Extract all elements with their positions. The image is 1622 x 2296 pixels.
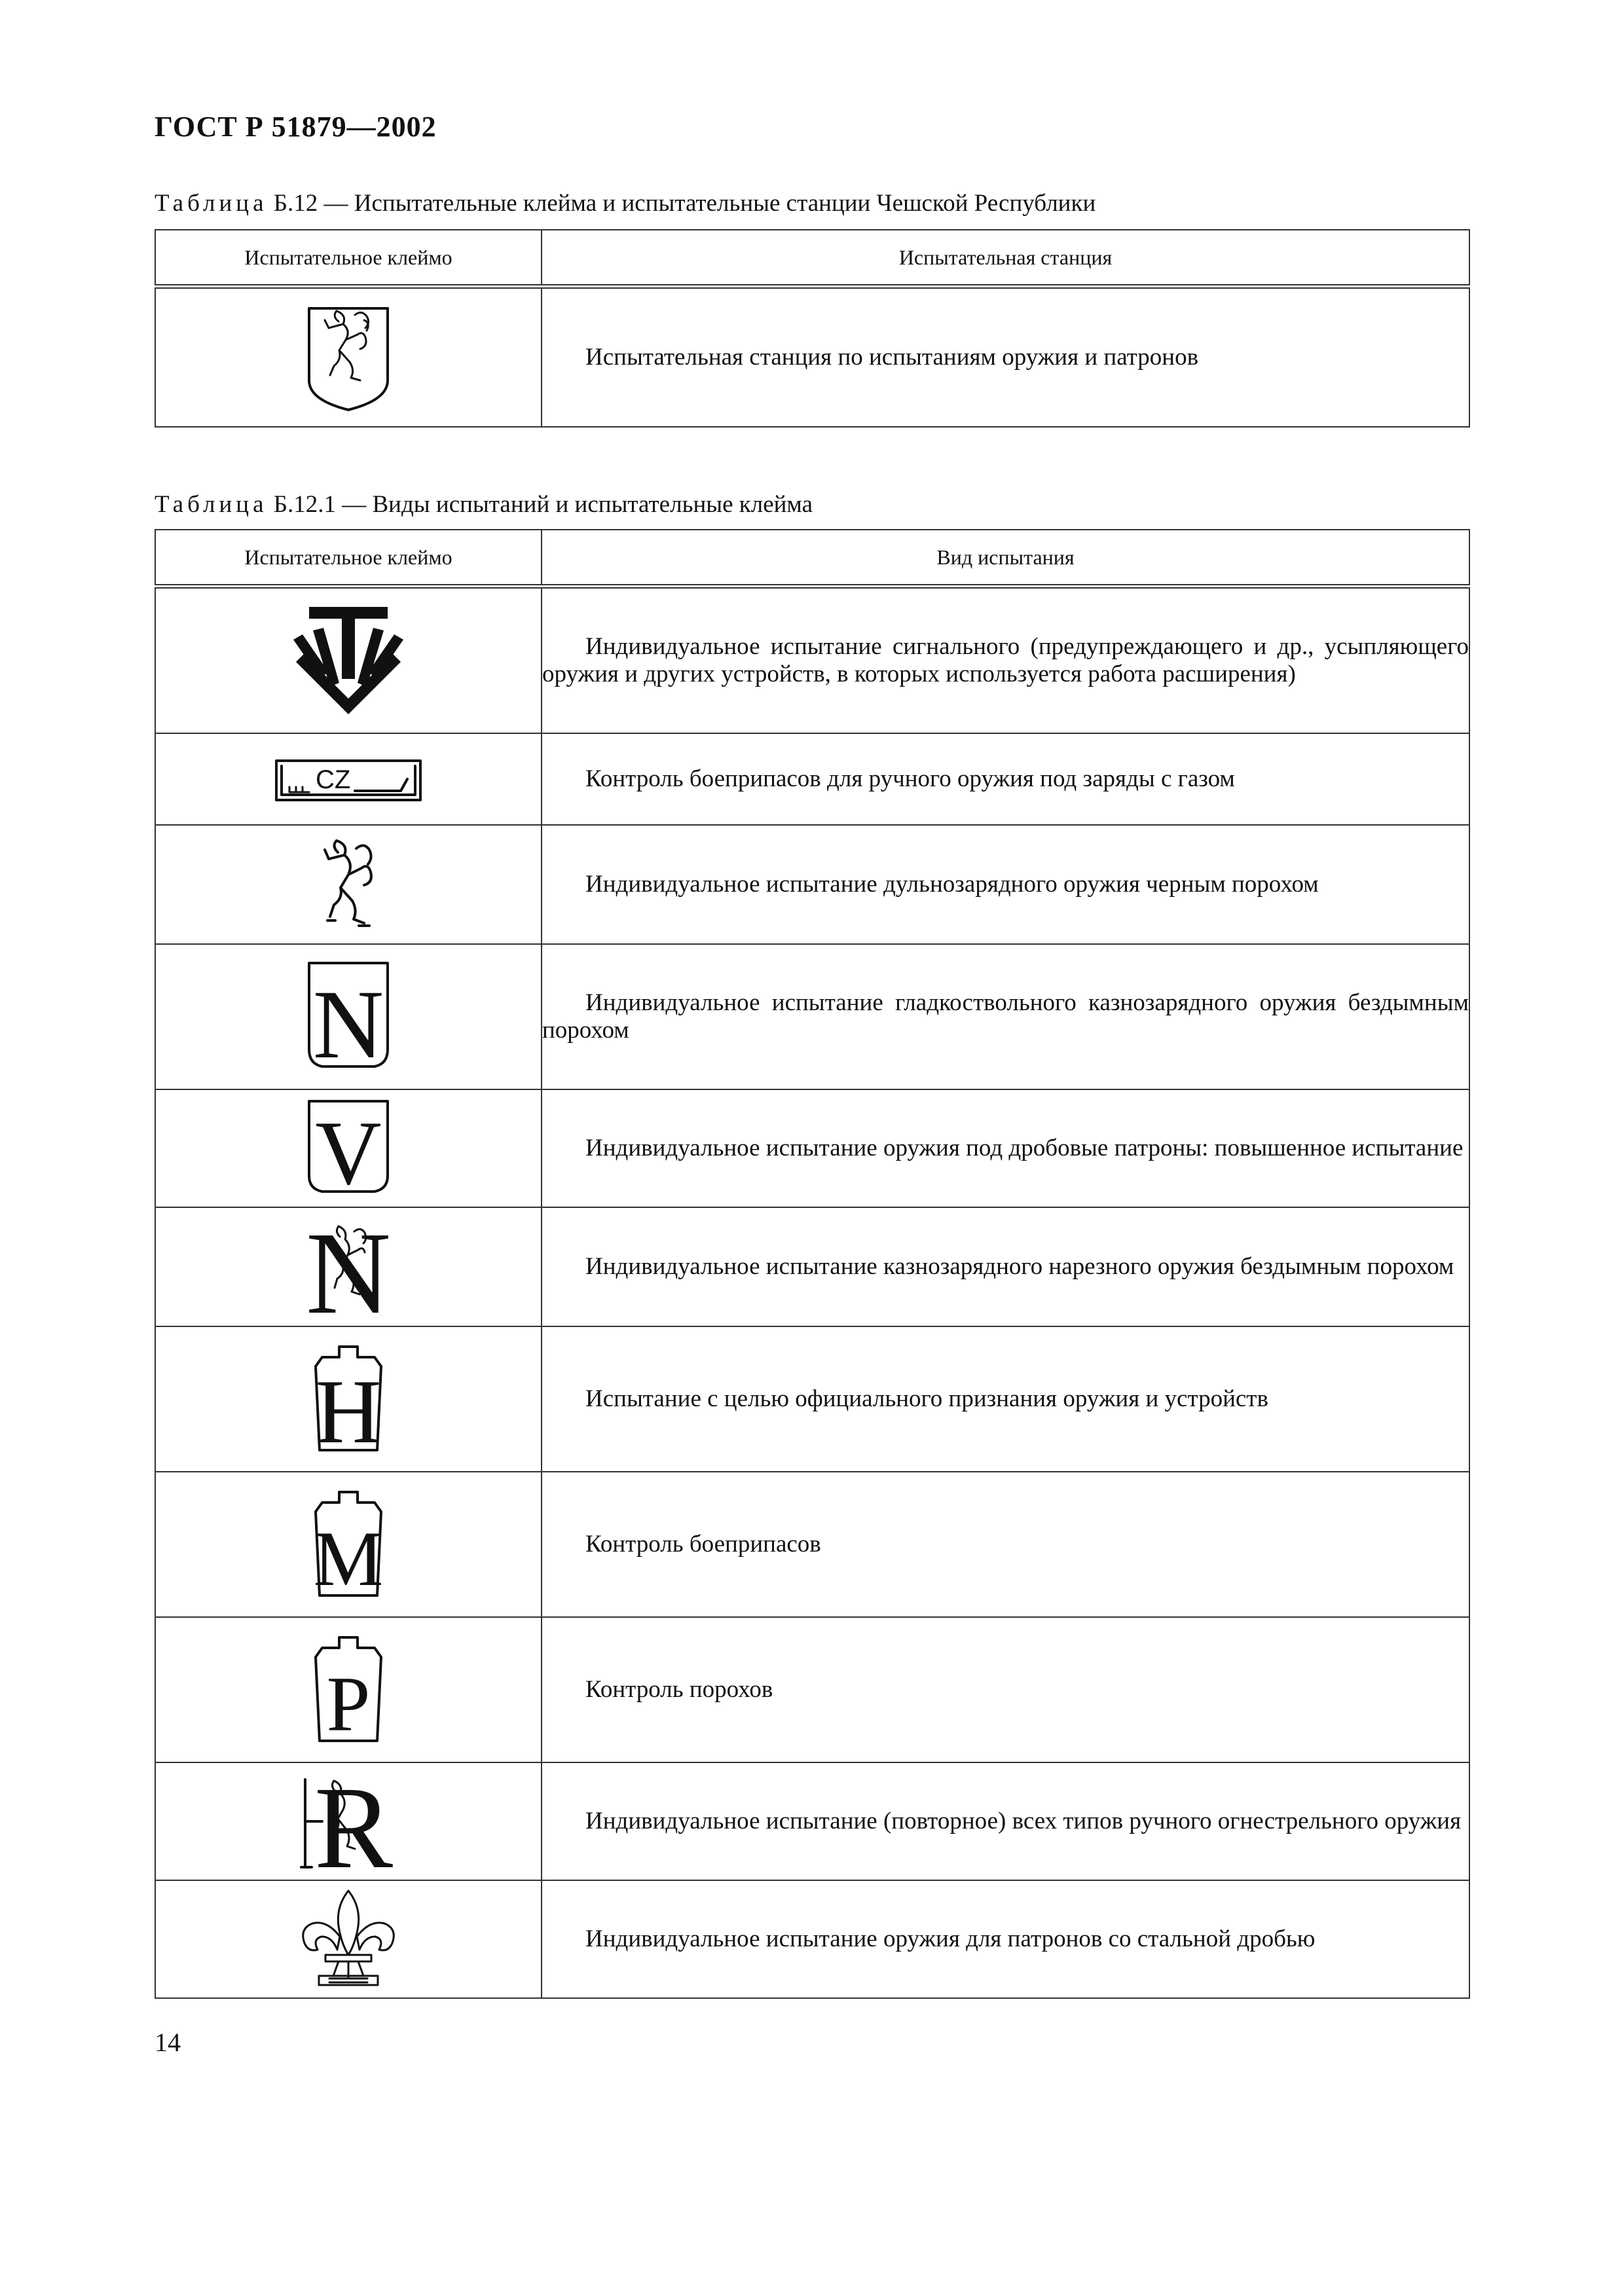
fleur-de-lis-mark-icon (293, 1887, 404, 1992)
mark-cell (155, 1880, 542, 1998)
test-description: Индивидуальное испытание (повторное) всех типов ручного огнестрельного оружия (542, 1762, 1469, 1880)
mark-cell (155, 944, 542, 1089)
table-row (155, 944, 1469, 1089)
mark-text: V (315, 1102, 382, 1201)
lion-shield-mark-icon (303, 302, 394, 413)
test-description: Контроль боеприпасов для ручного оружия под заряды с газом (542, 733, 1469, 825)
table2-caption-prefix: Таблица (155, 491, 268, 518)
test-description: Испытание с целью официального признания оружия и устройств (542, 1326, 1469, 1472)
station-description: Испытательная станция по испытаниям оружия и патронов (542, 287, 1469, 427)
table-header-row (155, 530, 1469, 587)
mark-cell (155, 287, 542, 427)
table1-caption-prefix: Таблица (155, 190, 268, 217)
table-row (155, 287, 1469, 427)
column-header-mark: Испытательное клеймо (155, 230, 542, 287)
h-shield-mark-icon (309, 1340, 388, 1458)
p-shield-mark-icon (309, 1631, 388, 1749)
table-row (155, 1617, 1469, 1762)
mark-cell (155, 1617, 542, 1762)
table-row (155, 1089, 1469, 1207)
table1-caption-text: Б.12 — Испытательные клейма и испытательные станции Чешской Республики (273, 190, 1096, 217)
table1-caption (155, 191, 1096, 215)
arrow-rays-mark-icon (289, 602, 407, 720)
mark-cell (155, 587, 542, 733)
table2-caption-text: Б.12.1 — Виды испытаний и испытательные клейма (273, 491, 813, 518)
table-row (155, 1880, 1469, 1998)
mark-cell (155, 733, 542, 825)
document-header: ГОСТ Р 51879—2002 (155, 111, 437, 143)
test-description: Индивидуальное испытание сигнального (предупреждающего и др., усыпляющего оружия и других устройств, в которых используется работа расширения) (542, 587, 1469, 733)
mark-text: H (315, 1360, 382, 1458)
test-description: Индивидуальное испытание казнозарядного нарезного оружия бездымным порохом (542, 1207, 1469, 1326)
test-description: Контроль боеприпасов (542, 1472, 1469, 1617)
mark-cell (155, 1326, 542, 1472)
lion-r-mark-icon (296, 1769, 401, 1874)
table-row (155, 1762, 1469, 1880)
mark-text: R (314, 1768, 394, 1874)
table-row (155, 1472, 1469, 1617)
table-b12-1 (155, 529, 1470, 1999)
mark-text: N (306, 1214, 391, 1319)
test-description: Индивидуальное испытание оружия под дробовые патроны: повышенное испытание (542, 1089, 1469, 1207)
table-b12 (155, 229, 1470, 428)
page-number: 14 (155, 2028, 181, 2057)
cz-gas-mark-icon (270, 753, 427, 805)
column-header-test-type: Вид испытания (542, 530, 1469, 587)
mark-text: CZ (316, 765, 351, 794)
table-row (155, 825, 1469, 944)
test-description: Индивидуальное испытание гладкоствольного казнозарядного оружия бездымным порохом (542, 944, 1469, 1089)
mark-text: N (312, 970, 384, 1076)
m-shield-mark-icon (309, 1485, 388, 1603)
mark-cell (155, 1089, 542, 1207)
mark-text: P (326, 1660, 371, 1747)
column-header-station: Испытательная станция (542, 230, 1469, 287)
table-row (155, 1326, 1469, 1472)
table2-caption (155, 492, 813, 517)
mark-text: M (313, 1514, 384, 1602)
mark-cell (155, 1762, 542, 1880)
table-header-row (155, 230, 1469, 287)
n-shield-mark-icon (303, 958, 394, 1076)
table-row (155, 1207, 1469, 1326)
mark-cell (155, 825, 542, 944)
table-row (155, 587, 1469, 733)
lion-mark-icon (316, 835, 381, 934)
mark-cell (155, 1207, 542, 1326)
test-description: Индивидуальное испытание дульнозарядного оружия черным порохом (542, 825, 1469, 944)
table-row (155, 733, 1469, 825)
lion-n-mark-icon (299, 1214, 397, 1319)
test-description: Индивидуальное испытание оружия для патронов со стальной дробью (542, 1880, 1469, 1998)
mark-cell (155, 1472, 542, 1617)
v-shield-mark-icon (303, 1096, 394, 1201)
test-description: Контроль порохов (542, 1617, 1469, 1762)
column-header-mark: Испытательное клеймо (155, 530, 542, 587)
